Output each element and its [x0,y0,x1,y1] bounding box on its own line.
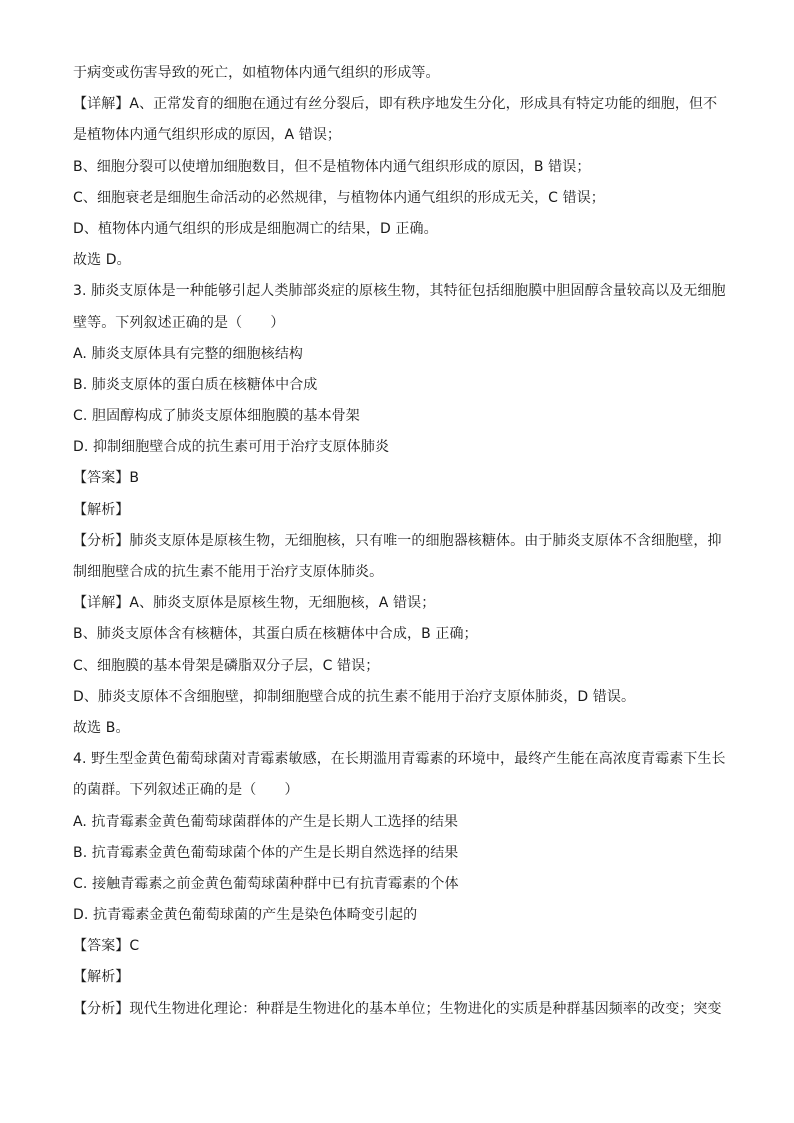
question-4-analysis: 【分析】现代生物进化理论：种群是生物进化的基本单位；生物进化的实质是种群基因频率的改变；突变 [73,1000,722,1017]
question-4-option-a: A. 抗青霉素金黄色葡萄球菌群体的产生是长期人工选择的结果 [73,813,459,830]
question-4-option-d: D. 抗青霉素金黄色葡萄球菌的产生是染色体畸变引起的 [73,907,418,924]
question-3-analysis-heading: 【解析】 [73,501,130,518]
question-3-stem-cont: 壁等。下列叙述正确的是（ ） [73,314,285,331]
question-3-detail-d: D、肺炎支原体不含细胞壁，抑制细胞壁合成的抗生素不能用于治疗支原体肺炎，D 错误。 [73,688,636,705]
question-3-option-a: A. 肺炎支原体具有完整的细胞核结构 [73,345,304,362]
question-3-option-b: B. 肺炎支原体的蛋白质在核糖体中合成 [73,376,318,393]
question-4-answer: 【答案】C [73,938,140,955]
question-4-stem: 4. 野生型金黄色葡萄球菌对青霉素敏感，在长期滥用青霉素的环境中，最终产生能在高浓度青霉素下生长 [73,751,726,768]
question-3-option-c: C. 胆固醇构成了肺炎支原体细胞膜的基本骨架 [73,408,360,425]
question-4-option-c: C. 接触青霉素之前金黄色葡萄球菌种群中已有抗青霉素的个体 [73,875,459,892]
question-3-stem: 3. 肺炎支原体是一种能够引起人类肺部炎症的原核生物，其特征包括细胞膜中胆固醇含量较高以及无细胞 [73,283,726,300]
explanation-detail: 【详解】A、正常发育的细胞在通过有丝分裂后，即有秩序地发生分化，形成具有特定功能的细胞，但不 [73,96,718,113]
question-4-stem-cont: 的菌群。下列叙述正确的是（ ） [73,782,299,799]
question-3-conclusion: 故选 B。 [73,719,130,736]
answer-choice-statement: 故选 D。 [73,252,131,269]
text-line: C、细胞衰老是细胞生命活动的必然规律，与植物体内通气组织的形成无关，C 错误； [73,189,605,206]
question-3-detail-c: C、细胞膜的基本骨架是磷脂双分子层，C 错误； [73,657,380,674]
question-3-detail-a: 【详解】A、肺炎支原体是原核生物，无细胞核，A 错误； [73,595,436,612]
question-3-analysis: 【分析】肺炎支原体是原核生物，无细胞核，只有唯一的细胞器核糖体。由于肺炎支原体不含细胞壁，抑 [73,532,722,549]
text-line: 是植物体内通气组织形成的原因，A 错误； [73,127,342,144]
text-line: 于病变或伤害导致的死亡，如植物体内通气组织的形成等。 [73,65,440,81]
text-line: D、植物体内通气组织的形成是细胞凋亡的结果，D 正确。 [73,220,438,237]
question-3-analysis-cont: 制细胞壁合成的抗生素不能用于治疗支原体肺炎。 [73,564,384,580]
question-3-answer: 【答案】B [73,470,140,487]
question-4-option-b: B. 抗青霉素金黄色葡萄球菌个体的产生是长期自然选择的结果 [73,844,459,861]
question-4-analysis-heading: 【解析】 [73,969,130,986]
question-3-detail-b: B、肺炎支原体含有核糖体，其蛋白质在核糖体中合成，B 正确； [73,626,478,643]
page-body [73,58,725,1025]
text-line: B、细胞分裂可以使增加细胞数目，但不是植物体内通气组织形成的原因，B 错误； [73,158,591,175]
question-3-option-d: D. 抑制细胞壁合成的抗生素可用于治疗支原体肺炎 [73,439,390,456]
